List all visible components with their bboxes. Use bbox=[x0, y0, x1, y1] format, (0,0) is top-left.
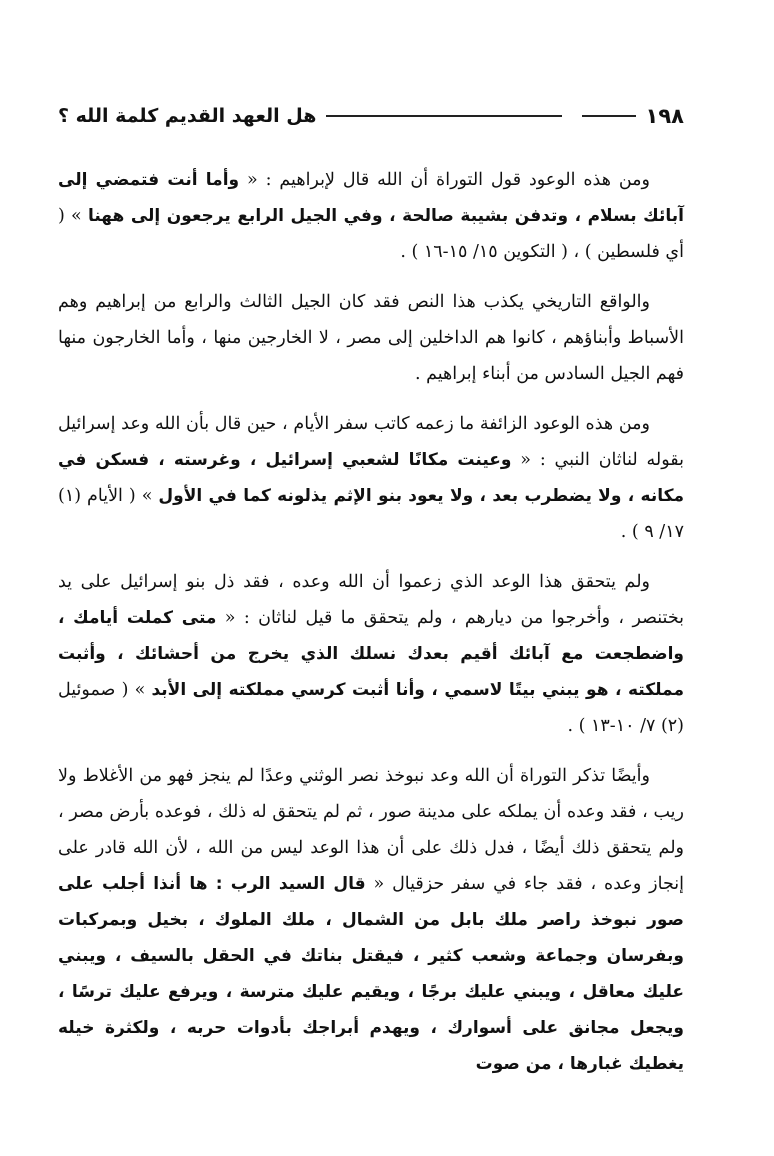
quoted-text: وعينت مكانًا لشعبي إسرائيل ، وغرسته ، فسكن في مكانه ، ولا يضطرب بعد ، ولا يعود بنو الإثم يذلونه كما في الأول bbox=[58, 450, 684, 506]
paragraph-1 bbox=[58, 162, 684, 270]
paragraph-text: ولم يتحقق هذا الوعد الذي زعموا أن الله وعده ، فقد ذل بنو إسرائيل على يد بختنصر ، وأخرجوا من ديارهم ، ولم يتحقق ما قيل لناثان : « bbox=[58, 572, 684, 628]
paragraph-text: ومن هذه الوعود الزائفة ما زعمه كاتب سفر الأيام ، حين قال بأن الله وعد إسرائيل بقوله لناثان النبي : « bbox=[58, 414, 684, 470]
paragraph-text: » ( أي فلسطين ) ، ( التكوين ١٥/ ١٥-١٦ ) . bbox=[58, 206, 684, 262]
paragraph-2 bbox=[58, 284, 684, 392]
page-header bbox=[58, 98, 684, 134]
paragraph-text: » ( صموئيل (٢) ٧/ ١٠-١٣ ) . bbox=[58, 680, 684, 736]
paragraph-3 bbox=[58, 406, 684, 550]
paragraph-text: ومن هذه الوعود قول التوراة أن الله قال لإبراهيم : « bbox=[239, 170, 651, 190]
paragraph-4 bbox=[58, 564, 684, 744]
paragraph-5 bbox=[58, 758, 684, 1082]
paragraph-text: وأيضًا تذكر التوراة أن الله وعد نبوخذ نصر الوثني وعدًا لم ينجز فهو من الأغلاط ولا ريب ، فقد وعده أن يملكه على مدينة صور ، ثم لم يتحقق له ذلك ، فوعده بأرض مصر ، ولم يتحقق ذلك أيضًا ، فدل ذلك على أن هذا الوعد ليس من الله ، لأن الله قادر على إنجاز وعده ، فقد جاء في سفر حزقيال « bbox=[58, 766, 684, 894]
paragraph-text: والواقع التاريخي يكذب هذا النص فقد كان الجيل الثالث والرابع من إبراهيم وهم الأسباط وأبناؤهم ، كانوا هم الداخلين إلى مصر ، لا الخارجين منها ، وأما الخارجون منها فهم الجيل السادس من أبناء إبراهيم . bbox=[58, 292, 684, 384]
header-rule-long bbox=[326, 115, 561, 117]
quoted-text: متى كملت أيامك ، واضطجعت مع آبائك أقيم بعدك نسلك الذي يخرج من أحشائك ، وأثبت مملكته ، هو يبني بيتًا لاسمي ، وأنا أثبت كرسي مملكته إلى الأبد bbox=[58, 608, 684, 700]
running-title: هل العهد القديم كلمة الله ؟ bbox=[58, 105, 317, 127]
paragraph-text: » ( الأيام (١) ١٧/ ٩ ) . bbox=[58, 486, 684, 542]
quoted-text: وأما أنت فتمضي إلى آبائك بسلام ، وتدفن بشيبة صالحة ، وفي الجيل الرابع يرجعون إلى ههنا bbox=[58, 170, 684, 226]
page-number: ١٩٨ bbox=[645, 104, 684, 128]
quoted-text: قال السيد الرب : ها أنذا أجلب على صور نبوخذ راصر ملك بابل من الشمال ، ملك الملوك ، بخيل وبمركبات وبفرسان وجماعة وشعب كثير ، فيقتل بناتك في الحقل بالسيف ، ويبني عليك معاقل ، ويبني عليك برجًا ، ويقيم عليك مترسة ، ويرفع عليك ترسًا ، ويجعل مجانق على أسوارك ، ويهدم أبراجك بأدوات حربه ، ولكثرة خيله يغطيك غبارها ، من صوت bbox=[58, 874, 684, 1074]
header-rule-short bbox=[582, 115, 636, 117]
book-page bbox=[58, 98, 684, 1082]
